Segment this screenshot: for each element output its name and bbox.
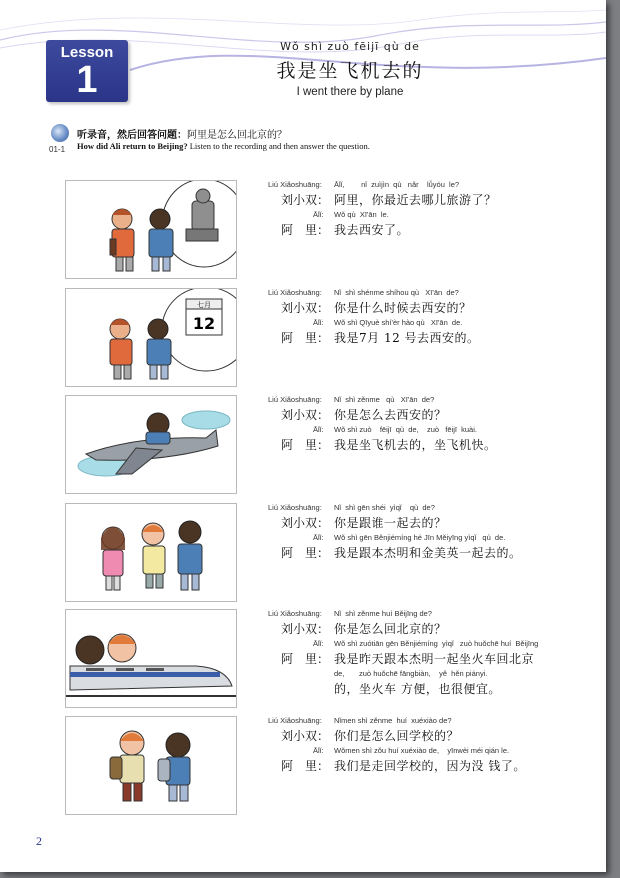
answer-speaker: 阿 里：	[281, 438, 330, 452]
illustration-graphic	[66, 289, 236, 386]
answer-pinyin: Wǒ shì zuótiān gēn Běnjiémíng yìqǐ zuò huǒchē huí Běijīng	[334, 639, 539, 648]
answer-pinyin: Wǒ shì gēn Běnjiémíng hé Jīn Měiyīng yìqǐ qù de.	[334, 533, 506, 542]
answer-pinyin: Wǒ shì zuò fēijī qù de, zuò fēijī kuài.	[334, 425, 477, 434]
question-pinyin: Ālǐ, nǐ zuìjìn qù nǎr lǚyóu le?	[334, 180, 460, 189]
answer-pinyin-continued: de, zuò huǒchē fāngbiàn, yě hěn piányi.	[334, 669, 488, 678]
answer-speaker: 阿 里：	[281, 331, 330, 345]
question-speaker: 刘小双：	[281, 622, 330, 636]
answer-speaker-pinyin: Ālǐ:	[313, 318, 324, 327]
illustration-graphic	[66, 396, 236, 493]
answer-speaker-pinyin: Ālǐ:	[313, 425, 324, 434]
question-pinyin: Nǐ shì shénme shíhou qù Xī'ān de?	[334, 288, 459, 297]
question-chinese: 你是什么时候去西安的？	[334, 301, 472, 315]
answer-speaker: 阿 里：	[281, 759, 330, 773]
audio-disc-icon[interactable]	[51, 124, 69, 142]
illustration-graphic	[66, 181, 236, 278]
question-pinyin: Nǐmen shì zěnme huí xuéxiào de?	[334, 716, 452, 725]
question-speaker: 刘小双：	[281, 408, 330, 422]
question-chinese: 阿里，你最近去哪儿旅游了？	[334, 193, 497, 207]
illustration-train	[65, 609, 237, 708]
question-pinyin: Nǐ shì zěnme huí Běijīng de?	[334, 609, 432, 618]
lesson-badge	[46, 40, 128, 102]
answer-speaker: 阿 里：	[281, 652, 330, 666]
illustration-walking	[65, 716, 237, 815]
illustration-terracotta	[65, 180, 237, 279]
answer-chinese: 我是坐飞机去的，坐飞机快。	[334, 438, 497, 452]
question-speaker: 刘小双：	[281, 729, 330, 743]
instruction-chinese	[77, 126, 287, 141]
question-speaker-pinyin: Liú Xiǎoshuāng:	[268, 395, 322, 404]
answer-pinyin: Wǒmen shì zǒu huí xuéxiào de, yīnwèi méi qián le.	[334, 746, 510, 755]
answer-chinese: 我是跟本杰明和金美英一起去的。	[334, 546, 522, 560]
answer-speaker-pinyin: Ālǐ:	[313, 746, 324, 755]
answer-chinese: 我是昨天跟本杰明一起坐火车回北京	[334, 652, 535, 666]
question-speaker: 刘小双：	[281, 516, 330, 530]
answer-chinese-continued: 的，坐火车 方便，也很便宜。	[334, 682, 501, 696]
calendar-month: 七月	[197, 301, 211, 309]
answer-speaker-pinyin: Ālǐ:	[313, 210, 324, 219]
answer-chinese: 我去西安了。	[334, 223, 410, 237]
question-chinese: 你是怎么回北京的？	[334, 622, 447, 636]
illustration-graphic	[66, 717, 236, 814]
answer-chinese: 我是7月 12 号去西安的。	[334, 331, 480, 345]
question-chinese: 你是跟谁一起去的？	[334, 516, 447, 530]
instruction-english	[77, 141, 370, 151]
track-code: 01-1	[49, 145, 66, 154]
question-speaker-pinyin: Liú Xiǎoshuāng:	[268, 609, 322, 618]
answer-chinese: 我们是走回学校的，因为没 钱了。	[334, 759, 526, 773]
instruction-english-rest: Listen to the recording and then answer the question.	[187, 141, 370, 151]
question-speaker-pinyin: Liú Xiǎoshuāng:	[268, 716, 322, 725]
answer-speaker-pinyin: Ālǐ:	[313, 639, 324, 648]
illustration-three-friends	[65, 503, 237, 602]
lesson-label: Lesson	[60, 44, 114, 61]
question-speaker: 刘小双：	[281, 193, 330, 207]
answer-pinyin: Wǒ qù Xī'ān le.	[334, 210, 389, 219]
illustration-airplane	[65, 395, 237, 494]
question-pinyin: Nǐ shì gēn shéi yìqǐ qù de?	[334, 503, 435, 512]
calendar-day: 12	[192, 314, 216, 333]
illustration-calendar	[65, 288, 237, 387]
question-chinese: 你是怎么去西安的？	[334, 408, 447, 422]
answer-speaker-pinyin: Ālǐ:	[313, 533, 324, 542]
instruction-chinese-bold: 听录音，然后回答问题：	[77, 130, 187, 141]
page-title: 我是坐飞机去的	[276, 60, 424, 82]
answer-speaker: 阿 里：	[281, 546, 330, 560]
illustration-graphic	[66, 610, 236, 707]
question-speaker-pinyin: Liú Xiǎoshuāng:	[268, 503, 322, 512]
page-number: 2	[36, 834, 42, 848]
answer-speaker: 阿 里：	[281, 223, 330, 237]
question-speaker-pinyin: Liú Xiǎoshuāng:	[268, 180, 322, 189]
question-speaker: 刘小双：	[281, 301, 330, 315]
instruction-english-bold: How did Ali return to Beijing?	[77, 141, 188, 151]
question-pinyin: Nǐ shì zěnme qù Xī'ān de?	[334, 395, 435, 404]
instruction-chinese-question: 阿里是怎么回北京的？	[187, 130, 287, 141]
answer-pinyin: Wǒ shì Qīyuè shí'èr hào qù Xī'ān de.	[334, 318, 463, 327]
title-english: I went there by plane	[296, 86, 404, 98]
illustration-graphic	[66, 504, 236, 601]
question-speaker-pinyin: Liú Xiǎoshuāng:	[268, 288, 322, 297]
lesson-number: 1	[76, 59, 98, 101]
title-pinyin: Wǒ shì zuò fēijī qù de	[280, 40, 420, 53]
question-chinese: 你们是怎么回学校的？	[334, 729, 460, 743]
